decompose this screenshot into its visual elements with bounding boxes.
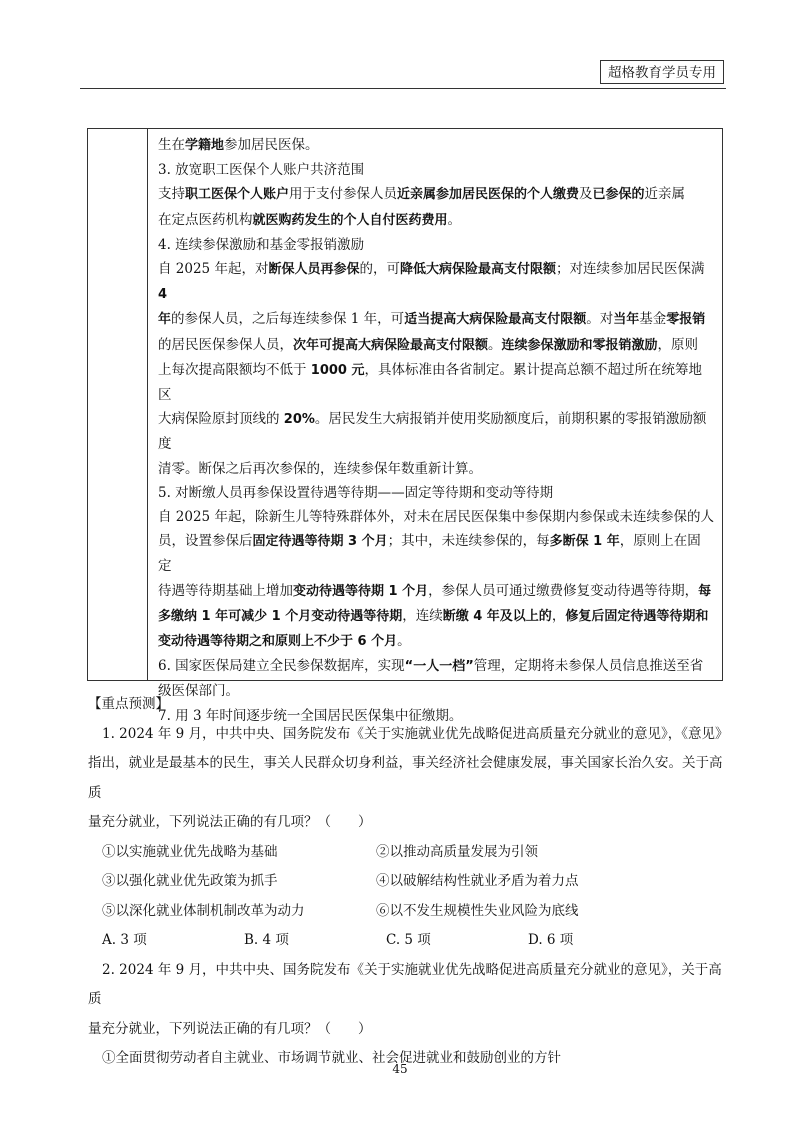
table-line: [158, 407, 714, 456]
page-number: 45: [392, 1062, 408, 1076]
bold-run: 断保人员再参保: [268, 262, 360, 278]
text-run: 5. 对断缴人员再参保设置待遇等待期——固定等待期和变动等待期: [158, 484, 554, 501]
bold-run: “一人一档”: [404, 659, 474, 675]
text-run: 的居民医保参保人员，: [158, 336, 293, 353]
question-2-line-1: 2. 2024 年 9 月，中共中央、国务院发布《关于实施就业优先战略促进高质量充分就业的意见》，关于高质: [88, 961, 722, 1007]
question-1-option-row: [88, 897, 724, 927]
table-content-cell: [158, 133, 714, 728]
table-line: [158, 457, 714, 481]
bold-run: 零报销: [666, 312, 706, 328]
bold-run: 学籍地: [185, 138, 225, 153]
question-1-option-4: ④以破解结构性就业矛盾为着力点: [376, 873, 579, 889]
table-line: [158, 158, 714, 182]
choice-d: D. 6 项: [528, 932, 574, 948]
question-1-option-row: [88, 838, 724, 868]
table-line: [158, 358, 714, 407]
table-column-separator: [147, 129, 148, 680]
table-line: [158, 629, 714, 654]
text-run: 。: [488, 336, 502, 353]
section-title: 【重点预测】: [88, 696, 169, 712]
text-run: 生在: [158, 137, 185, 153]
table-line: [158, 133, 714, 158]
choice-a: A. 3 项: [102, 932, 147, 948]
bold-run: 修复后固定待遇等待期和: [565, 608, 709, 624]
text-run: 近亲属: [644, 186, 686, 203]
choice-b: B. 4 项: [244, 932, 289, 948]
question-1-option-2: ②以推动高质量发展为引领: [376, 843, 538, 860]
table-line: [158, 208, 714, 233]
text-run: 。对: [586, 311, 614, 328]
text-run: 员，设置参保后: [158, 533, 253, 550]
questions-section: [88, 690, 729, 1074]
text-run: 清零。断保之后再次参保的，连续参保年数重新计算。: [158, 460, 482, 477]
text-run: 。: [397, 633, 411, 650]
bold-run: 固定待遇等待期 3 个月: [252, 534, 388, 550]
text-run: 。: [447, 211, 462, 228]
text-run: 6. 国家医保局建立全民参保数据库，实现: [158, 658, 405, 675]
text-run: ，原则上在固定: [158, 533, 701, 575]
table-line: [158, 307, 714, 332]
text-run: 支持: [158, 186, 185, 203]
bold-run: 当年: [613, 312, 640, 328]
text-run: ；对连续参加居民医保满: [555, 261, 705, 278]
bold-run: 就医购药发生的个人自付医药费用: [252, 212, 448, 228]
text-run: ，具体标准由各省制定。累计提高总额不超过所在统筹地区: [158, 361, 703, 404]
table-line: [158, 654, 714, 679]
question-2-option-1: ①全面贯彻劳动者自主就业、市场调节就业、社会促进就业和鼓励创业的方针: [102, 1050, 561, 1066]
header-label: 超格教育学员专用: [600, 60, 724, 84]
text-run: 在定点医药机构: [158, 211, 253, 228]
table-line: [158, 529, 714, 578]
bold-run: 适当提高大病保险最高支付限额: [404, 312, 587, 328]
text-run: 7. 用 3 年时间逐步统一全国居民医保集中征缴期。: [158, 707, 463, 724]
question-1-option-1: ①以实施就业优先战略为基础: [102, 843, 278, 860]
question-1-option-6: ⑥以不发生规模性失业风险为底线: [376, 902, 579, 919]
text-run: 待遇等待期基础上增加: [158, 582, 293, 599]
table-line: [158, 579, 714, 604]
bold-run: 多缴纳 1 年可减少 1 个月变动待遇等待期: [158, 608, 403, 624]
bold-run: 连续参保激励和零报销激励: [501, 337, 658, 353]
table-line: [158, 333, 714, 358]
text-run: 管理，定期将未参保人员信息推送至省: [473, 658, 704, 675]
text-run: ，参保人员可通过缴费修复变动待遇等待期，: [428, 582, 699, 599]
bold-run: 变动待遇等待期 1 个月: [293, 583, 429, 599]
bold-run: 已参保的: [592, 187, 645, 203]
bold-run: 降低大病保险最高支付限额: [399, 262, 556, 278]
bold-run: 断缴 4 年及以上的: [442, 608, 552, 624]
table-line: [158, 257, 714, 307]
table-line: [158, 505, 714, 529]
bold-run: 年: [158, 312, 172, 328]
text-run: 上每次提高限额均不低于: [158, 361, 311, 378]
bold-run: 职工医保个人账户: [185, 187, 290, 203]
question-1-line-1: 1. 2024 年 9 月，中共中央、国务院发布《关于实施就业优先战略促进高质量充分就业的意见》，《意见》: [102, 725, 729, 742]
bold-run: 每: [698, 583, 712, 599]
question-1-choices: [88, 926, 724, 956]
question-2-line-2: 量充分就业，下列说法正确的有几项？（ ）: [88, 1020, 372, 1037]
text-run: 3. 放宽职工医保个人账户共济范围: [158, 162, 365, 179]
text-run: 参加居民医保。: [224, 137, 319, 153]
text-run: 用于支付参保人员: [289, 186, 398, 203]
table-line: [158, 481, 714, 505]
question-1-line-3: 量充分就业，下列说法正确的有几项？（ ）: [88, 814, 372, 830]
bold-run: 近亲属参加居民医保的个人缴费: [397, 187, 580, 203]
question-1-line-2: 指出，就业是最基本的民生，事关人民群众切身利益，事关经济社会健康发展，事关国家长治久安。关于高质: [88, 755, 723, 801]
text-run: ，原则: [657, 336, 699, 353]
bold-run: 1000 元: [310, 362, 365, 378]
text-run: 自 2025 年起，对: [158, 261, 269, 278]
question-1-option-3: ③以强化就业优先政策为抓手: [102, 873, 278, 889]
table-line: [158, 233, 714, 257]
text-run: 。居民发生大病报销并使用奖励额度后，前期积累的零报销激励额度: [158, 411, 707, 453]
table-line: [158, 604, 714, 629]
text-run: 4. 连续参保激励和基金零报销激励: [158, 236, 365, 253]
bold-run: 20%: [283, 412, 315, 428]
text-run: 的，可: [359, 261, 400, 278]
text-run: 基金: [639, 311, 667, 328]
choice-c: C. 5 项: [386, 932, 431, 948]
bold-run: 次年可提高大病保险最高支付限额: [293, 337, 489, 353]
text-run: 自 2025 年起，除新生儿等特殊群体外，对未在居民医保集中参保期内参保或未连续参保的人: [158, 509, 714, 526]
table-line: [158, 182, 714, 207]
bold-run: 变动待遇等待期之和原则上不少于 6 个月: [158, 634, 398, 650]
bold-run: 4: [158, 287, 168, 303]
header-rule: [80, 88, 726, 89]
bold-run: 多断保 1 年: [549, 534, 620, 550]
text-run: ，连续: [402, 607, 443, 624]
question-1-option-row: [88, 867, 724, 897]
text-run: 大病保险原封顶线的: [158, 411, 284, 428]
text-run: 的参保人员，之后每连续参保 1 年，可: [171, 311, 405, 328]
text-run: 及: [579, 186, 593, 203]
text-run: 级医保部门。: [158, 683, 239, 700]
text-run: ，: [551, 607, 566, 624]
question-1-option-5: ⑤以深化就业体制机制改革为动力: [102, 902, 305, 919]
text-run: ；其中，未连续参保的，每: [387, 533, 550, 550]
